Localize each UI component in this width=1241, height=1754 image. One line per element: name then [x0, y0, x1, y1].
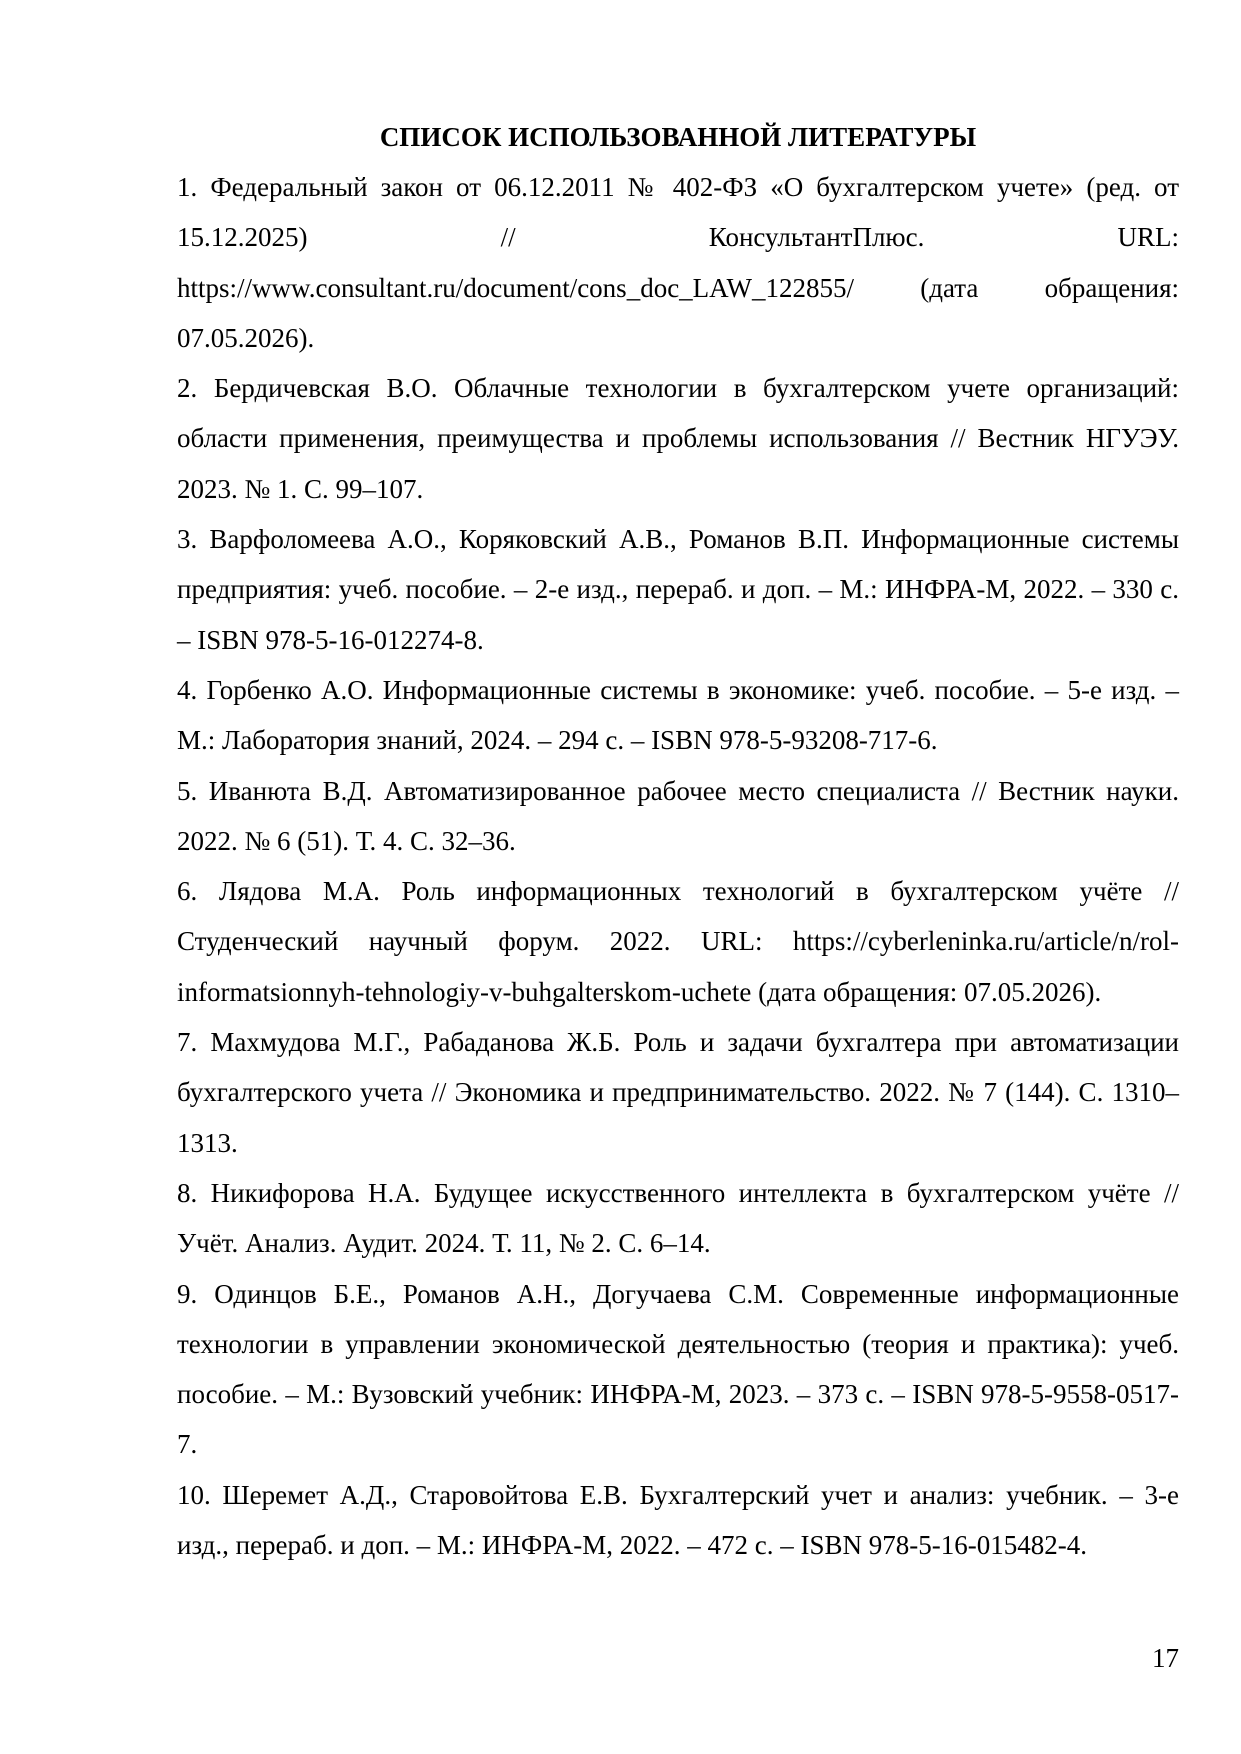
reference-item: 4. Горбенко А.О. Информационные системы в экономике: учеб. пособие. – 5-е изд. – М.: Лаборатория знаний, 2024. – 294 с. – ISBN 978-5-93208-717-6. — [177, 674, 1179, 756]
page-title: СПИСОК ИСПОЛЬЗОВАННОЙ ЛИТЕРАТУРЫ — [379, 122, 977, 152]
page-content — [177, 112, 1179, 1570]
reference-item: 3. Варфоломеева А.О., Коряковский А.В., Романов В.П. Информационные системы предприятия: учеб. пособие. – 2-е изд., перераб. и доп. – М.: ИНФРА-М, 2022. – 330 с. – ISBN 978-5-16-012274-8. — [177, 524, 1179, 655]
reference-item: 8. Никифорова Н.А. Будущее искусственного интеллекта в бухгалтерском учёте // Учёт. Анализ. Аудит. 2024. Т. 11, № 2. С. 6–14. — [177, 1177, 1179, 1259]
reference-item: 5. Иванюта В.Д. Автоматизированное рабочее место специалиста // Вестник науки. 2022. № 6 (51). Т. 4. С. 32–36. — [177, 775, 1179, 856]
page-number: 17 — [1152, 1643, 1179, 1673]
reference-item: 10. Шеремет А.Д., Старовойтова Е.В. Бухгалтерский учет и анализ: учебник. – 3-е изд., перераб. и доп. – М.: ИНФРА-М, 2022. – 472 с. – ISBN 978-5-16-015482-4. — [177, 1479, 1179, 1561]
reference-item: 6. Лядова М.А. Роль информационных технологий в бухгалтерском учёте // Студенческий научный форум. 2022. URL: https://cyberleninka.ru/article/n/rol-informatsionnyh-tehnologiy-v-buhgalterskom-uchete (дата обращения: 07.05.2026). — [177, 876, 1179, 1007]
reference-item: 7. Махмудова М.Г., Рабаданова Ж.Б. Роль и задачи бухгалтера при автоматизации бухгалтерского учета // Экономика и предпринимательство. 2022. № 7 (144). С. 1310–1313. — [177, 1027, 1179, 1158]
reference-item: 2. Бердичевская В.О. Облачные технологии в бухгалтерском учете организаций: области применения, преимущества и проблемы использования // Вестник НГУЭУ. 2023. № 1. С. 99–107. — [177, 373, 1179, 504]
reference-item: 1. Федеральный закон от 06.12.2011 № 402-ФЗ «О бухгалтерском учете» (ред. от 15.12.2025) // КонсультантПлюс. URL: https://www.consultant.ru/document/cons_doc_LAW_122855/ (дата обращения: 07.05.2026). — [177, 172, 1179, 353]
reference-list — [177, 162, 1179, 1570]
reference-item: 9. Одинцов Б.Е., Романов А.Н., Догучаева С.М. Современные информационные технологии в управлении экономической деятельностью (теория и практика): учеб. пособие. – М.: Вузовский учебник: ИНФРА-М, 2023. – 373 с. – ISBN 978-5-9558-0517-7. — [177, 1278, 1179, 1460]
